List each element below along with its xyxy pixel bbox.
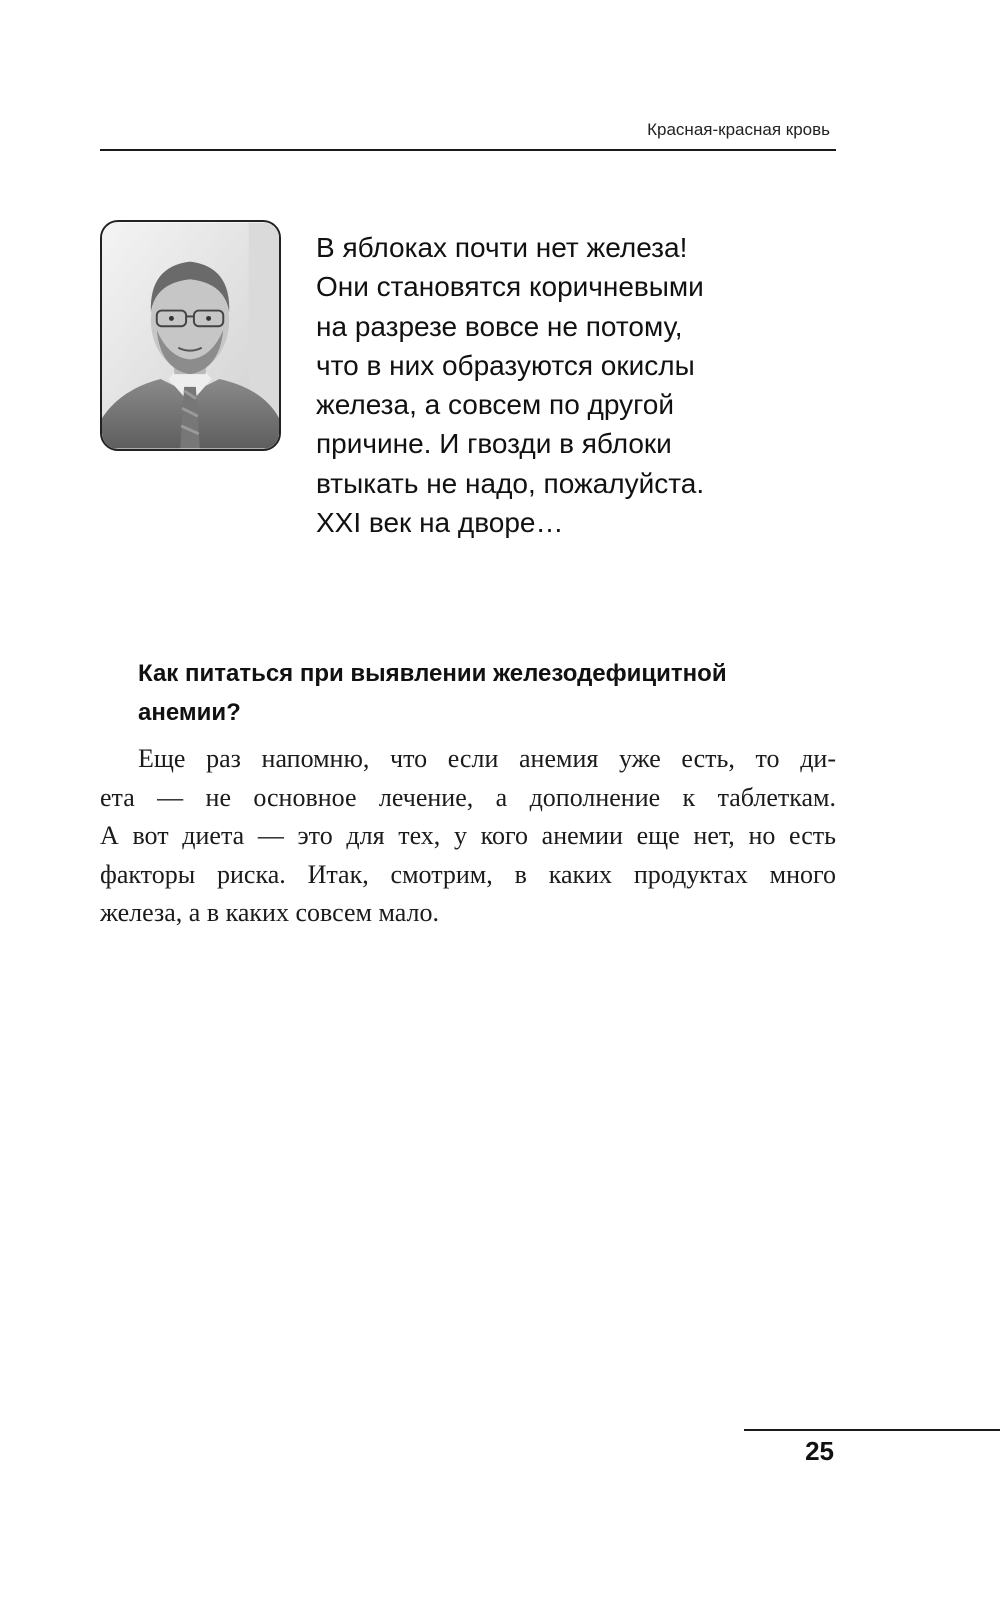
- paragraph-line: ета — не основное лечение, а дополнение к таблеткам.: [100, 782, 836, 812]
- paragraph-line: Еще раз напомню, что если анемия уже есть, то ди-: [138, 744, 836, 773]
- quote-line: В яблоках почти нет железа!: [316, 232, 688, 263]
- running-head: Красная-красная кровь: [647, 120, 830, 139]
- paragraph-line: железа, а в каких совсем мало.: [100, 898, 439, 927]
- quote-line: Они становятся коричневыми: [316, 271, 704, 303]
- paragraph-line: А вот диета — это для тех, у кого анемии еще нет, но есть: [100, 821, 836, 850]
- quote-line: втыкать не надо, пожалуйста.: [316, 467, 705, 499]
- section-heading-line: Как питаться при выявлении железодефицитной: [138, 660, 727, 687]
- quote-line: что в них образуются окислы: [316, 349, 695, 381]
- footer-rule: [744, 1429, 1000, 1431]
- section-heading-line: анемии?: [138, 699, 241, 726]
- section-heading: [138, 654, 838, 732]
- quote-line: XXI век на дворе…: [316, 507, 564, 539]
- page-number: 25: [805, 1436, 834, 1466]
- header-rule: [100, 149, 836, 151]
- sidebar-quote: [316, 228, 786, 542]
- quote-line: железа, а совсем по другой: [316, 389, 674, 421]
- quote-line: причине. И гвозди в яблоки: [316, 428, 672, 460]
- paragraph-line: факторы риска. Итак, смотрим, в каких продуктах много: [100, 859, 836, 889]
- quote-line: на разрезе вовсе не потому,: [316, 310, 683, 342]
- author-portrait-icon: [100, 220, 281, 451]
- body-paragraph: [100, 740, 836, 933]
